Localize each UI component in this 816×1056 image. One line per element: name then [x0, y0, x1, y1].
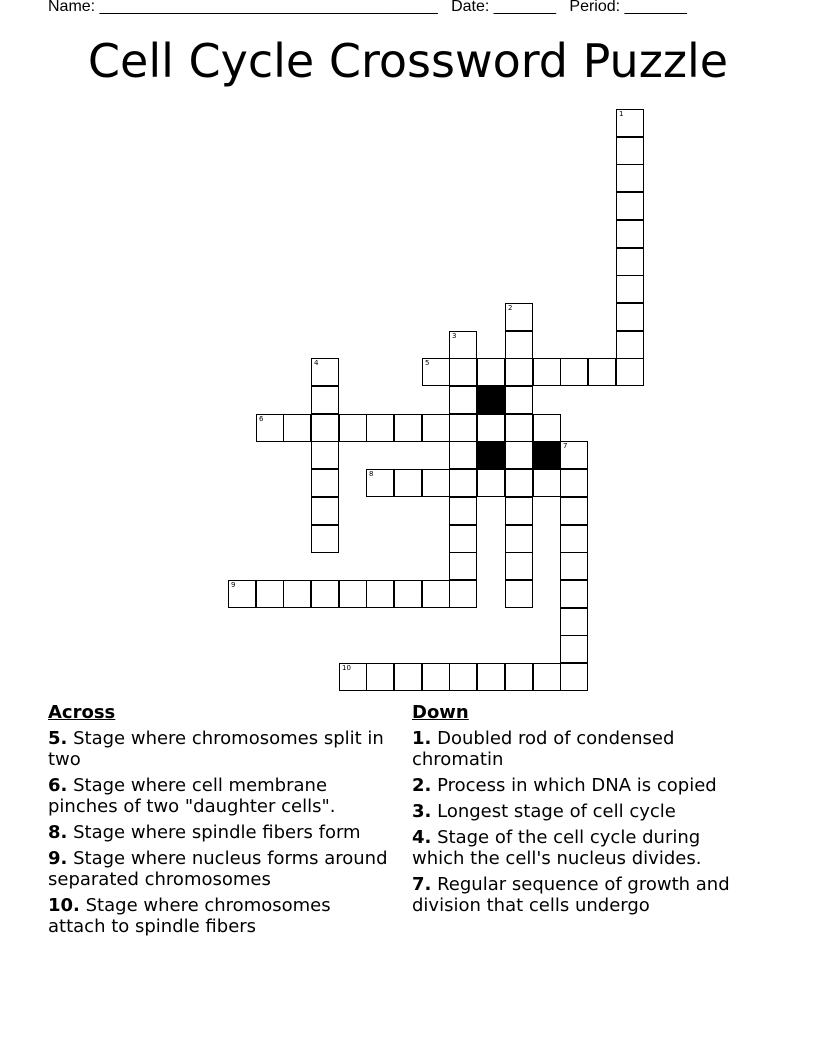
- answer-cell[interactable]: [533, 414, 561, 442]
- name-blank[interactable]: ______________________________________: [99, 0, 438, 15]
- black-cell: [533, 441, 561, 469]
- answer-cell[interactable]: [339, 414, 367, 442]
- answer-cell[interactable]: [366, 414, 394, 442]
- answer-cell[interactable]: [560, 635, 588, 663]
- answer-cell[interactable]: [533, 358, 561, 386]
- answer-cell[interactable]: [560, 580, 588, 608]
- clue-text: Regular sequence of growth and division that cells undergo: [412, 874, 730, 916]
- cell-number: 6: [259, 415, 264, 423]
- answer-cell[interactable]: [560, 608, 588, 636]
- answer-cell[interactable]: [560, 497, 588, 525]
- answer-cell[interactable]: [366, 469, 394, 497]
- clue-number: 4.: [412, 827, 432, 848]
- answer-cell[interactable]: [283, 414, 311, 442]
- answer-cell[interactable]: [394, 414, 422, 442]
- clue-text: Stage where chromosomes split in two: [48, 728, 384, 770]
- clue-number: 1.: [412, 728, 432, 749]
- cell-number: 8: [369, 470, 374, 478]
- clue-text: Stage of the cell cycle during which the cell's nucleus divides.: [412, 827, 702, 869]
- cell-number: 5: [425, 359, 430, 367]
- black-cell: [477, 386, 505, 414]
- clue-number: 6.: [48, 775, 68, 796]
- answer-cell[interactable]: [394, 580, 422, 608]
- answer-cell[interactable]: [616, 331, 644, 359]
- answer-cell[interactable]: [505, 525, 533, 553]
- down-clues: [412, 702, 757, 921]
- answer-cell[interactable]: [505, 497, 533, 525]
- answer-cell[interactable]: [449, 386, 477, 414]
- answer-cell[interactable]: [505, 386, 533, 414]
- down-clue: [412, 775, 757, 796]
- answer-cell[interactable]: [311, 414, 339, 442]
- answer-cell[interactable]: [422, 414, 450, 442]
- across-clue: [48, 775, 393, 817]
- across-clue: [48, 822, 393, 843]
- black-cell: [477, 441, 505, 469]
- answer-cell[interactable]: [449, 580, 477, 608]
- date-blank[interactable]: _______: [493, 0, 557, 15]
- clue-text: Stage where chromosomes attach to spindle fibers: [48, 895, 331, 937]
- answer-cell[interactable]: [228, 580, 256, 608]
- answer-cell[interactable]: [616, 275, 644, 303]
- answer-cell[interactable]: [311, 386, 339, 414]
- answer-cell[interactable]: [533, 663, 561, 691]
- answer-cell[interactable]: [449, 441, 477, 469]
- answer-cell[interactable]: [588, 358, 616, 386]
- answer-cell[interactable]: [616, 109, 644, 137]
- answer-cell[interactable]: [449, 358, 477, 386]
- answer-cell[interactable]: [422, 663, 450, 691]
- clue-number: 2.: [412, 775, 432, 796]
- answer-cell[interactable]: [449, 469, 477, 497]
- cell-number: 3: [452, 332, 457, 340]
- answer-cell[interactable]: [366, 580, 394, 608]
- answer-cell[interactable]: [339, 663, 367, 691]
- answer-cell[interactable]: [616, 220, 644, 248]
- answer-cell[interactable]: [311, 469, 339, 497]
- answer-cell[interactable]: [505, 303, 533, 331]
- answer-cell[interactable]: [560, 358, 588, 386]
- cell-number: 10: [342, 664, 351, 672]
- answer-cell[interactable]: [505, 331, 533, 359]
- answer-cell[interactable]: [616, 164, 644, 192]
- answer-cell[interactable]: [311, 580, 339, 608]
- puzzle-title: Cell Cycle Crossword Puzzle: [87, 34, 729, 88]
- answer-cell[interactable]: [477, 414, 505, 442]
- answer-cell[interactable]: [616, 192, 644, 220]
- answer-cell[interactable]: [533, 469, 561, 497]
- across-clue: [48, 895, 393, 937]
- clue-text: Stage where spindle fibers form: [73, 822, 361, 843]
- date-label: Date:: [451, 0, 490, 15]
- clue-number: 3.: [412, 801, 432, 822]
- down-clue: [412, 801, 757, 822]
- cell-number: 9: [231, 581, 236, 589]
- answer-cell[interactable]: [449, 552, 477, 580]
- cell-number: 2: [508, 304, 513, 312]
- clue-text: Stage where cell membrane pinches of two "daughter cells".: [48, 775, 336, 817]
- answer-cell[interactable]: [449, 663, 477, 691]
- answer-cell[interactable]: [422, 358, 450, 386]
- across-heading: Across: [48, 702, 116, 723]
- clue-number: 5.: [48, 728, 68, 749]
- answer-cell[interactable]: [505, 663, 533, 691]
- clue-text: Longest stage of cell cycle: [437, 801, 676, 822]
- answer-cell[interactable]: [477, 663, 505, 691]
- across-clue: [48, 848, 393, 890]
- answer-cell[interactable]: [449, 525, 477, 553]
- answer-cell[interactable]: [505, 552, 533, 580]
- answer-cell[interactable]: [339, 580, 367, 608]
- answer-cell[interactable]: [560, 663, 588, 691]
- down-heading: Down: [412, 702, 469, 723]
- clue-text: Doubled rod of condensed chromatin: [412, 728, 675, 770]
- answer-cell[interactable]: [311, 497, 339, 525]
- name-label: Name:: [48, 0, 96, 15]
- answer-cell[interactable]: [505, 469, 533, 497]
- answer-cell[interactable]: [283, 580, 311, 608]
- answer-cell[interactable]: [560, 469, 588, 497]
- answer-cell[interactable]: [422, 580, 450, 608]
- answer-cell[interactable]: [449, 497, 477, 525]
- period-blank[interactable]: _______: [624, 0, 687, 15]
- answer-cell[interactable]: [394, 663, 422, 691]
- clue-number: 9.: [48, 848, 68, 869]
- answer-cell[interactable]: [394, 469, 422, 497]
- answer-cell[interactable]: [560, 552, 588, 580]
- down-clue-list: [412, 728, 757, 916]
- across-clue-list: [48, 728, 393, 937]
- answer-cell[interactable]: [560, 525, 588, 553]
- answer-cell[interactable]: [505, 580, 533, 608]
- answer-cell[interactable]: [560, 441, 588, 469]
- answer-cell[interactable]: [311, 358, 339, 386]
- answer-cell[interactable]: [616, 137, 644, 165]
- answer-cell[interactable]: [422, 469, 450, 497]
- clue-text: Process in which DNA is copied: [437, 775, 717, 796]
- answer-cell[interactable]: [616, 248, 644, 276]
- cell-number: 7: [563, 442, 568, 450]
- down-clue: [412, 728, 757, 770]
- down-clue: [412, 874, 757, 916]
- answer-cell[interactable]: [505, 441, 533, 469]
- answer-cell[interactable]: [449, 331, 477, 359]
- answer-cell[interactable]: [311, 441, 339, 469]
- period-label: Period:: [569, 0, 621, 15]
- answer-cell[interactable]: [256, 414, 284, 442]
- answer-cell[interactable]: [477, 469, 505, 497]
- answer-cell[interactable]: [366, 663, 394, 691]
- cell-number: 1: [619, 110, 624, 118]
- cell-number: 4: [314, 359, 319, 367]
- answer-cell[interactable]: [256, 580, 284, 608]
- answer-cell[interactable]: [477, 358, 505, 386]
- across-clue: [48, 728, 393, 770]
- clue-number: 10.: [48, 895, 80, 916]
- answer-cell[interactable]: [616, 358, 644, 386]
- answer-cell[interactable]: [616, 303, 644, 331]
- clue-number: 7.: [412, 874, 432, 895]
- answer-cell[interactable]: [449, 414, 477, 442]
- answer-cell[interactable]: [311, 525, 339, 553]
- clue-number: 8.: [48, 822, 68, 843]
- answer-cell[interactable]: [505, 358, 533, 386]
- clue-text: Stage where nucleus forms around separated chromosomes: [48, 848, 388, 890]
- down-clue: [412, 827, 757, 869]
- across-clues: [48, 702, 393, 942]
- answer-cell[interactable]: [505, 414, 533, 442]
